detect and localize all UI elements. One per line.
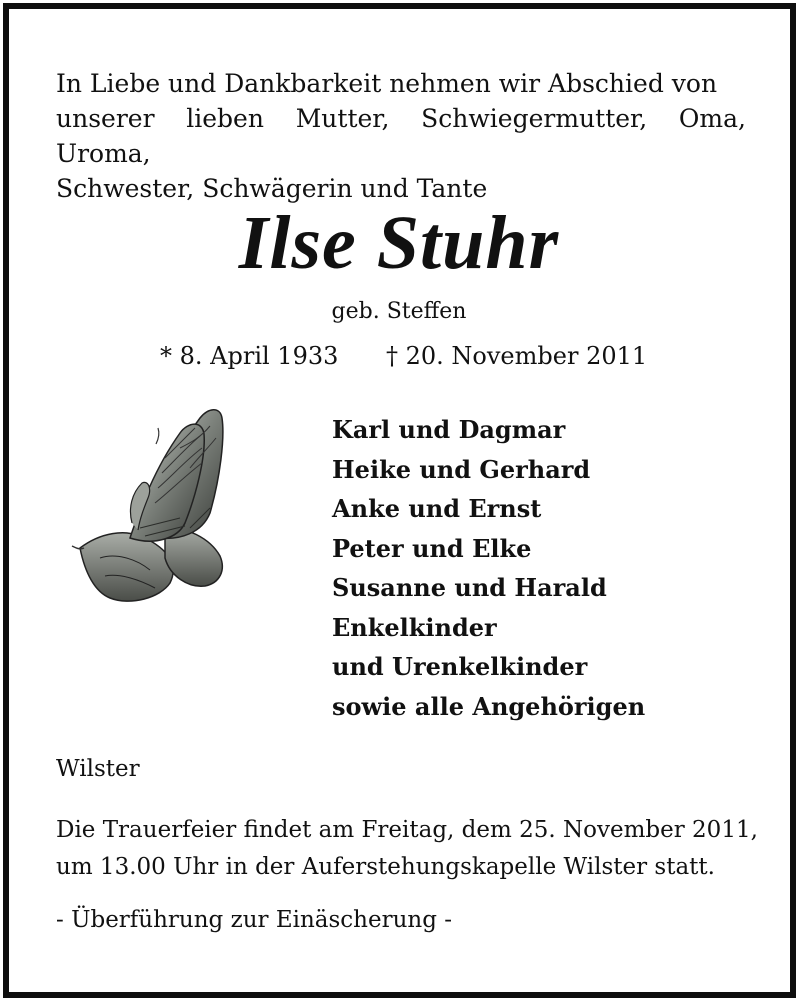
birth-date: * 8. April 1933 [160,342,339,370]
deceased-name: Ilse Stuhr [238,201,560,285]
mourner-line: Susanne und Harald [332,573,607,602]
praying-hands-icon [70,398,240,610]
intro-line: In Liebe und Dankbarkeit nehmen wir Abschied von [56,69,718,98]
mourner-line: Enkelkinder [332,612,497,642]
ceremony-line: um 13.00 Uhr in der Auferstehungskapelle Wilster statt. [56,854,715,880]
mourner-line: Heike und Gerhard [332,454,591,484]
mourner-line: und Urenkelkinder [332,652,588,681]
ceremony-line: Die Trauerfeier findet am Freitag, dem 25. November 2011, [56,817,758,843]
death-date: † 20. November 2011 [386,342,648,370]
mourner-line: Karl und Dagmar [332,415,566,444]
intro-line: unserer lieben Mutter, Schwiegermutter, Oma, Uroma, [56,104,746,168]
intro-text [56,66,746,206]
ceremony-text [56,812,756,886]
mourners-list [332,410,732,726]
intro-line: Schwester, Schwägerin und Tante [56,174,488,203]
mourner-line: Anke und Ernst [332,494,542,523]
place-name: Wilster [56,756,140,782]
mourner-line: sowie alle Angehörigen [332,691,646,721]
maiden-name: geb. Steffen [331,299,467,324]
cremation-note: - Überführung zur Einäscherung - [56,907,453,933]
mourner-line: Peter und Elke [332,533,532,563]
